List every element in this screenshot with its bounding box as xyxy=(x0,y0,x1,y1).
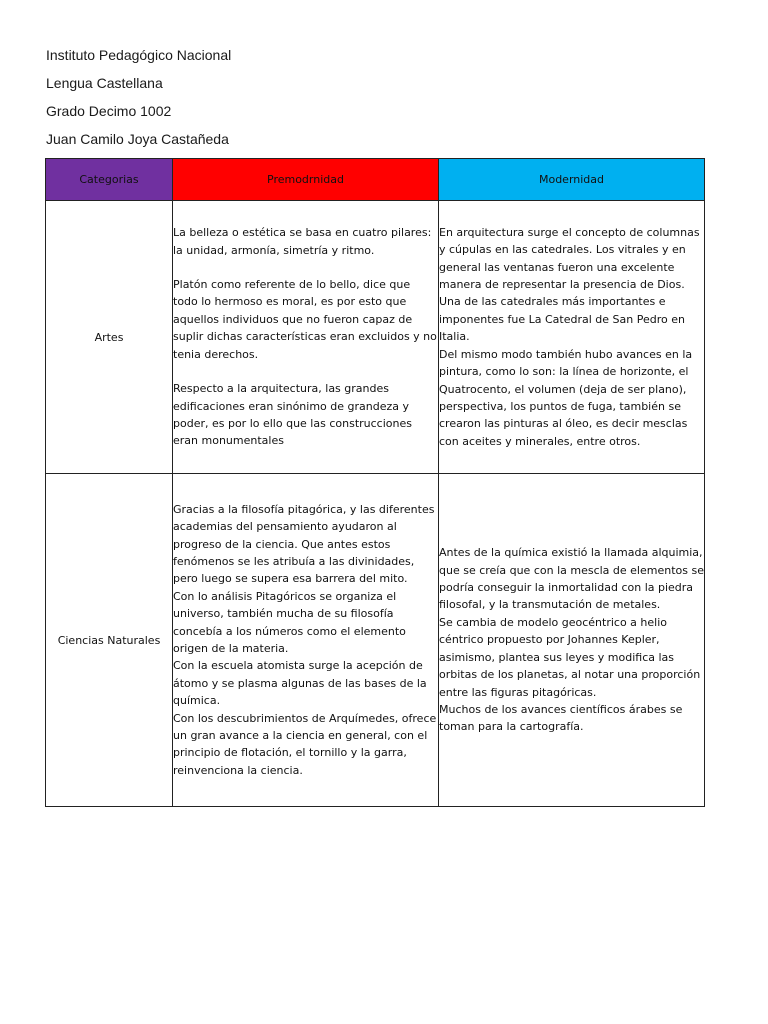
category-cell: Ciencias Naturales xyxy=(46,474,173,807)
premodernidad-cell xyxy=(173,474,439,807)
modernidad-cell xyxy=(439,201,705,474)
category-cell: Artes xyxy=(46,201,173,474)
subject-name: Lengua Castellana xyxy=(46,75,163,91)
modernidad-cell xyxy=(439,474,705,807)
column-header-modernidad: Modernidad xyxy=(439,159,705,201)
paragraph: Con la escuela atomista surge la acepción de átomo y se plasma algunas de las bases de la química. xyxy=(173,659,427,708)
comparison-table xyxy=(45,158,705,807)
paragraph: Antes de la química existió la llamada alquimia, que se creía que con la mescla de elementos se podría conseguir la inmortalidad con la piedra filosofal, y la transmutación de metales. xyxy=(439,546,704,612)
paragraph: Respecto a la arquitectura, las grandes edificaciones eran sinónimo de grandeza y poder, es por lo ello que las construcciones eran monumentales xyxy=(173,382,412,448)
paragraph: Con lo análisis Pitagóricos se organiza el universo, también mucha de su filosofía concebía a los números como el elemento origen de la materia. xyxy=(173,589,406,655)
paragraph: Con los descubrimientos de Arquímedes, ofrece un gran avance a la ciencia en general, con el principio de flotación, el tornillo y la garra, reinvenciona la ciencia. xyxy=(173,711,437,777)
paragraph: La belleza o estética se basa en cuatro pilares: la unidad, armonía, simetría y ritmo. xyxy=(173,226,432,257)
table-row xyxy=(46,201,705,474)
column-header-premodernidad: Premodrnidad xyxy=(173,159,439,201)
paragraph: Se cambia de modelo geocéntrico a helio céntrico propuesto por Johannes Kepler, asimismo, plantea sus leyes y modifica las orbitas de los planetas, al notar una proporción entre las figuras pitagóricas. xyxy=(439,615,701,699)
paragraph: Muchos de los avances científicos árabes se toman para la cartografía. xyxy=(439,702,683,734)
paragraph: Del mismo modo también hubo avances en la pintura, como lo son: la línea de horizonte, el Quatrocento, el volumen (deja de ser plano), perspectiva, los puntos de fuga, también se crearon las pinturas al óleo, es decir mesclas con aceites y minerales, entre otros. xyxy=(439,347,693,448)
premodernidad-cell xyxy=(173,201,439,474)
institution-name: Instituto Pedagógico Nacional xyxy=(46,47,232,63)
paragraph: Gracias a la filosofía pitagórica, y las diferentes academias del pensamiento ayudaron al progreso de la ciencia. Que antes estos fenómenos se les atribuía a las divinidades, pero luego se supera esa barrera del mito. xyxy=(173,502,435,586)
column-header-categorias: Categorias xyxy=(46,159,173,201)
table-row xyxy=(46,474,705,807)
paragraph: Platón como referente de lo bello, dice que todo lo hermoso es moral, es por esto que aquellos individuos que no fueron capaz de suplir dichas características eran excluidos y no tenia derechos. xyxy=(173,278,437,361)
author-name: Juan Camilo Joya Castañeda xyxy=(46,131,229,147)
paragraph: En arquitectura surge el concepto de columnas y cúpulas en las catedrales. Los vitrales y en general las ventanas fueron una excelente manera de representar la presencia de Dios. Una de las catedrales más importantes e imponentes fue La Catedral de San Pedro en Italia. xyxy=(439,225,700,344)
grade-label: Grado Decimo 1002 xyxy=(46,103,172,119)
table-header-row xyxy=(46,159,705,201)
